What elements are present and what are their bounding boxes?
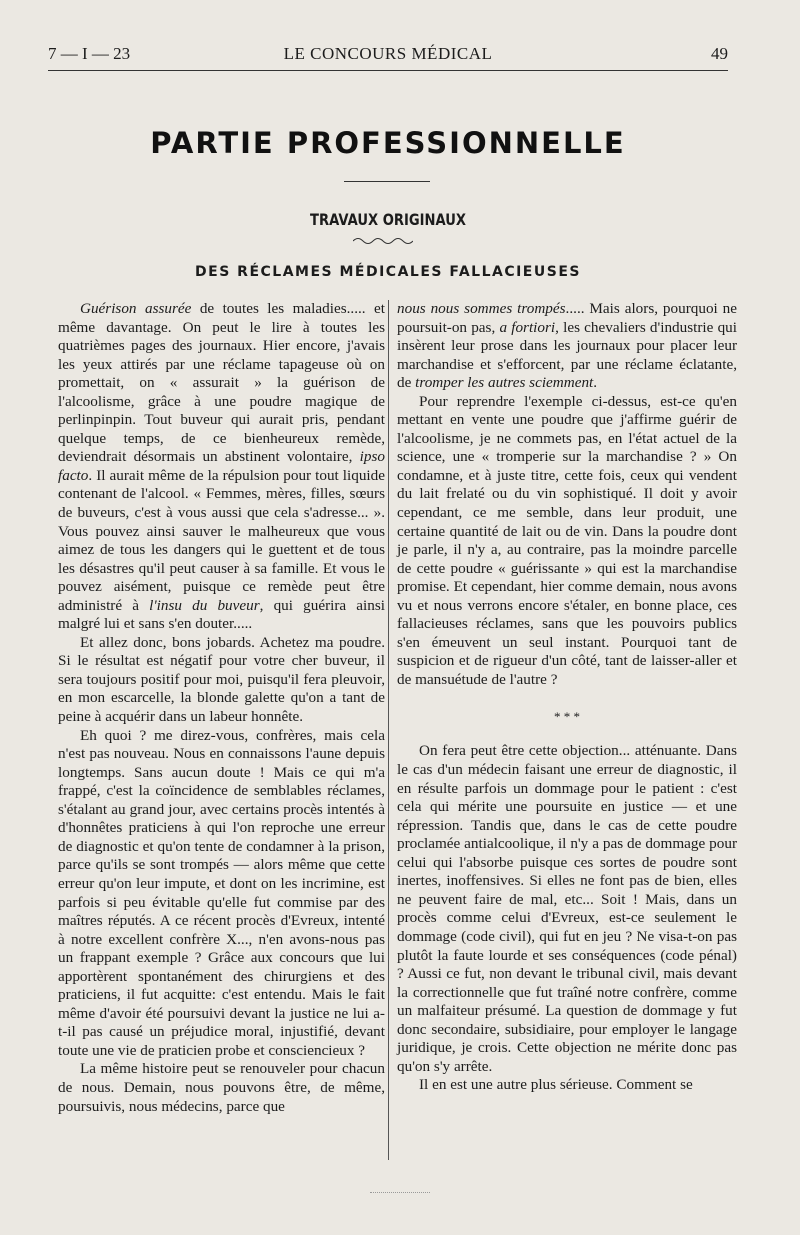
paragraph: Et allez donc, bons jobards. Achetez ma poudre. Si le résultat est négatif pour votre cher buveur, il sera toujours positif pour moi, puisqu'il fera pleuvoir, en mon escarcelle, la blonde galette qu'on a tant de peine à acquérir dans un labeur honnête. — [58, 633, 385, 726]
paragraph: On fera peut être cette objection... atténuante. Dans le cas d'un médecin faisant une erreur de diagnostic, il en résulte parfois un dommage pour le patient : c'est cela qui mérite une poursuite en justice — et une répression. Tandis que, dans le cas de cette poudre proclamée antialcoolique, il n'y a pas de dommage pour celui qui l'absorbe puisque ces sortes de poudre sont inertes, inoffensives. Si elles ne font pas de bien, elles ne peuvent faire de mal, etc... Soit ! Mais, dans un procès comme celui d'Evreux, est-ce seulement le dommage (code civil), qui fut en jeu ? Ne visa-t-on pas plutôt la faute lourde et ses conséquences (code pénal) ? Aussi ce fut, non devant le tribunal civil, mais devant la correctionnelle que fut traîné notre confrère, comme un malfaiteur présumé. La question de dommage y fut donc secondaire, subsidiaire, pour employer le langage juridique, je crois. Cette objection ne mérite donc pas qu'on s'y arrête. — [397, 742, 737, 1075]
article-title: DES RÉCLAMES MÉDICALES FALLACIEUSES — [195, 264, 581, 280]
column-divider — [388, 300, 389, 1160]
paragraph: Guérison assurée de toutes les maladies..... et même davantage. On peut le lire à toutes les quatrièmes pages des journaux. Hier encore, j'avais les yeux attirés par une réclame tapageuse où on promettait, on « assurait » la guérison de l'alcoolisme, grâce à une poudre magique de perlinpinpin. Tout buveur qui aurait pris, pendant quelque temps, de ce bienheureux remède, deviendrait désormais un abstinent volontaire, ipso facto. Il aurait même de la répulsion pour tout liquide contenant de l'alcool. « Femmes, mères, filles, sœurs de buveurs, c'est à vous aussi que cela s'adresse... ». Vous pouvez ainsi sauver le malheureux que vous aimez de tous les dangers qui le guettent et de tous les désastres qu'il peut causer à sa famille. Et vous le pouvez aisément, puisque ce remède peut être administré à l'insu du buveur, qui guérira ainsi malgré lui et sans s'en douter..... — [58, 300, 385, 633]
print-mark — [370, 1192, 430, 1193]
paragraph: La même histoire peut se renouveler pour chacun de nous. Demain, nous pouvons être, de même, poursuivis, nous médecins, parce que — [58, 1060, 385, 1115]
paragraph: Eh quoi ? me direz-vous, confrères, mais cela n'est pas nouveau. Nous en connaissons l'aune depuis longtemps. Sans aucun doute ! Mais ce qui m'a frappé, c'est la coïncidence de semblables réclames, s'étalant au grand jour, avec certains procès intentés à d'honnêtes praticiens à qui l'on reproche une erreur de diagnostic et qu'on tente de condamner à la prison, parce qu'ils se sont trompés — alors même que cette erreur qu'on leur impute, et dont on les incrimine, est parfois si peu évitable qu'elle fut commise par des maîtres réputés. A ce récent procès d'Evreux, intenté à notre excellent confrère X..., n'en avons-nous pas un frappant exemple ? Grâce aux concours que lui apportèrent spontanément des chirurgiens et des praticiens, il fut acquitte: c'est entendu. Mais le fait même d'avoir été poursuivi devant la justice ne lui a-t-il pas causé un préjudice moral, injustifié, devant toute une vie de praticien probe et consciencieux ? — [58, 726, 385, 1059]
wavy-ornament — [353, 236, 413, 246]
section-title: TRAVAUX ORIGINAUX — [310, 210, 466, 229]
header-rule — [48, 70, 728, 71]
journal-name: LE CONCOURS MÉDICAL — [283, 44, 493, 63]
right-column — [397, 300, 737, 1095]
left-column — [58, 300, 385, 1116]
paragraph: nous nous sommes trompés..... Mais alors, pourquoi ne poursuit-on pas, a fortiori, les chevaliers d'industrie qui insèrent leur prose dans les journaux pour placer leur marchandise et s'efforcent, par une réclame éclatante, de tromper les autres sciemment. — [397, 300, 737, 392]
italic-phrase: nous nous sommes trompés — [397, 300, 566, 317]
paragraph: Pour reprendre l'exemple ci-dessus, est-ce qu'en mettant en vente une poudre que j'affirme guérir de l'alcoolisme, je ne commets pas, en l'état actuel de la science, une « tromperie sur la marchandise ? » On condamne, et à juste titre, cette fois, ceux qui vendent du lait frelaté ou du vin sophistiqué. Il doit y avoir cependant, ce me semble, dans leur produit, une certaine quantité de lait ou de vin. Dans la poudre dont je parle, il n'y a, au contraire, pas la moindre parcelle de cette poudre « guérissante » qui est la marchandise promise. Et cependant, hier comme demain, nous avons vu et nous verrons encore s'étaler, en bonne place, ces fallacieuses réclames, sans que les pouvoirs publics s'en émeuvent un seul instant. Pourquoi tant de suspicion et de rigueur d'un côté, tant de laisser-aller et de mansuétude de l'autre ? — [397, 392, 737, 688]
title-divider — [344, 181, 430, 182]
issue-date: 7 — I — 23 — [48, 44, 131, 63]
running-head — [48, 44, 728, 68]
asterism: * * * — [554, 709, 580, 725]
paragraph: Il en est une autre plus sérieuse. Comment se — [419, 1076, 693, 1094]
part-title: PARTIE PROFESSIONNELLE — [150, 126, 626, 160]
page-number: 49 — [711, 44, 728, 63]
italic-phrase: Guérison assurée — [80, 300, 192, 317]
